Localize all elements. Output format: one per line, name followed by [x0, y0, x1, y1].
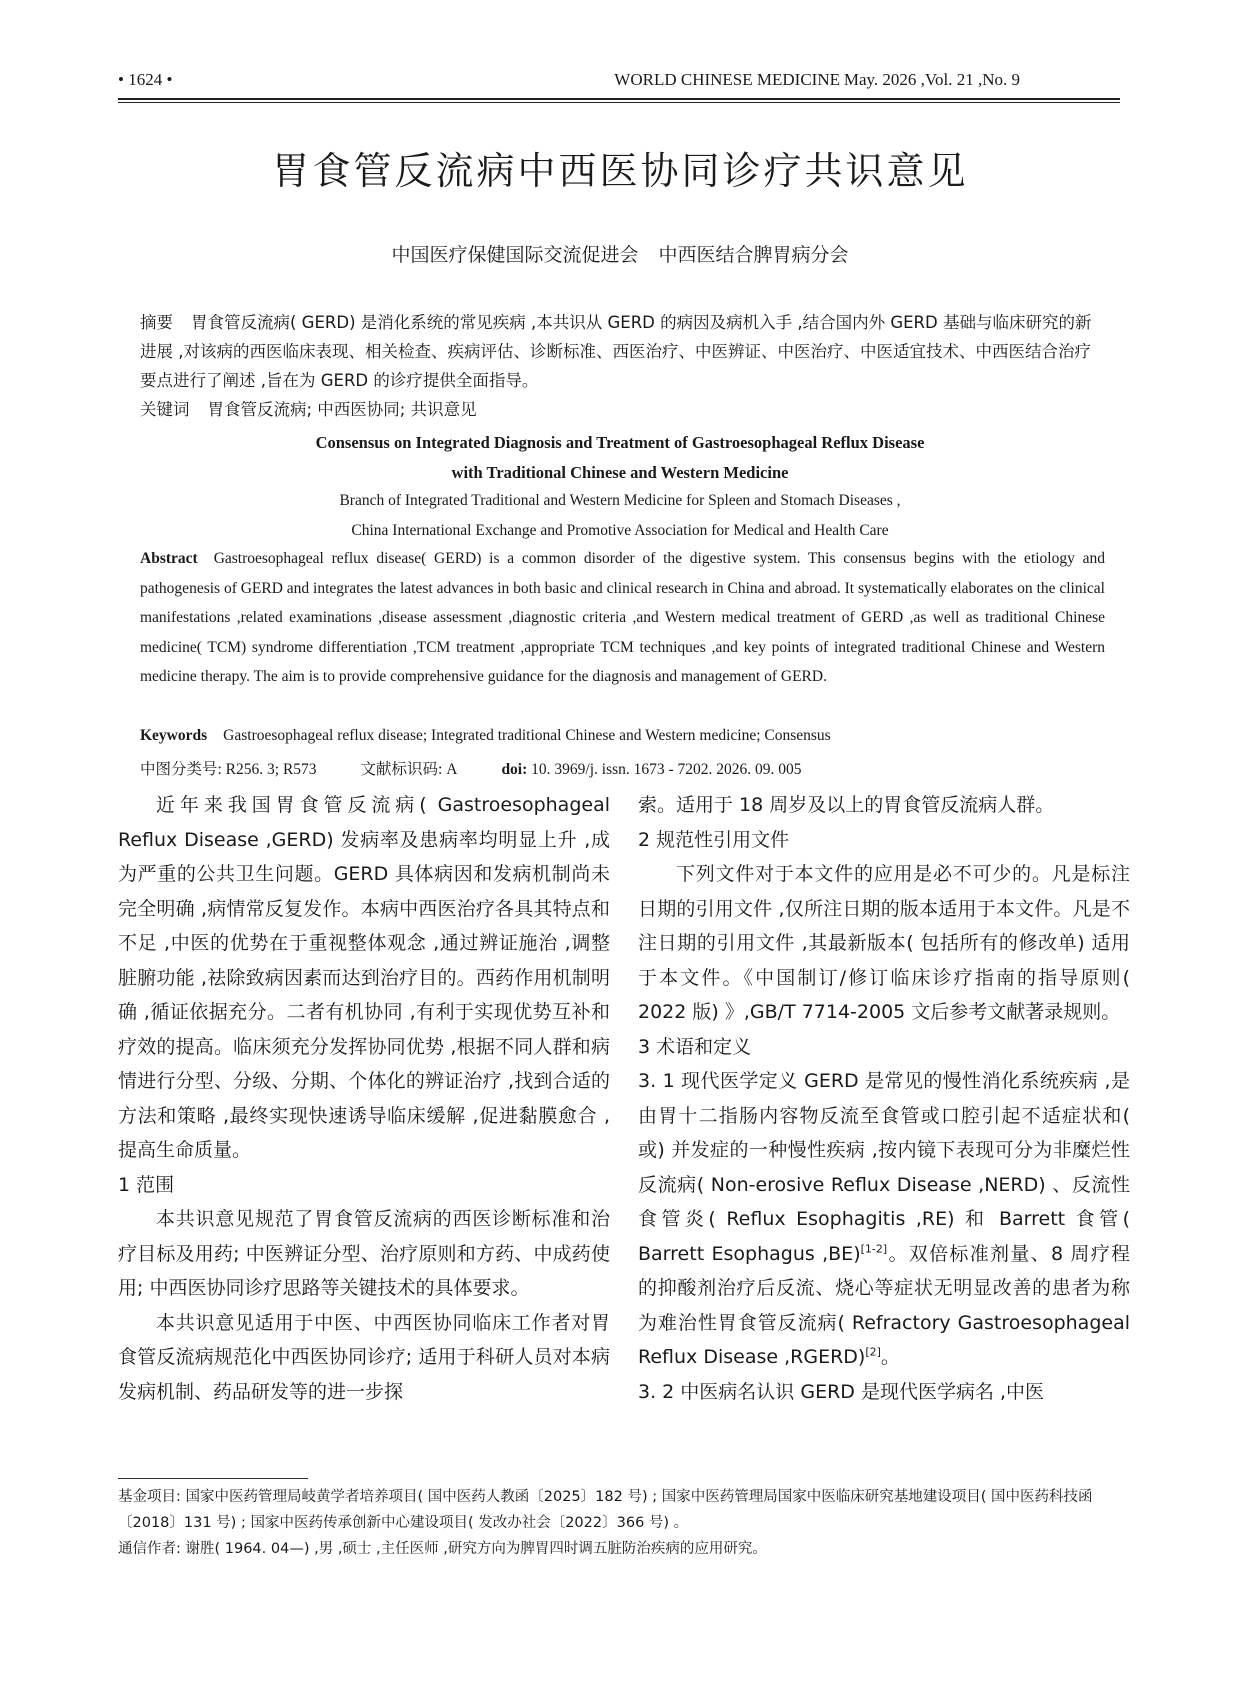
author-affiliation: 中国医疗保健国际交流促进会 中西医结合脾胃病分会 — [391, 244, 849, 266]
section-3-1-text-c: 。 — [880, 1346, 900, 1368]
chinese-keywords — [140, 396, 1105, 420]
english-keywords-text: Gastroesophageal reflux disease; Integrated traditional Chinese and Western medicine; Consensus — [223, 727, 831, 744]
doi-value: 10. 3969/j. issn. 1673 - 7202. 2026. 09. 005 — [531, 761, 802, 778]
section-3-1-text-b: 。双倍标准剂量、8 周疗程的抑酸剂治疗后反流、烧心等症状无明显改善的患者为称为难治性胃食管反流病( Refractory Gastroesophageal Reflux Disease ,RGERD) — [638, 1242, 1130, 1368]
running-header — [118, 70, 1120, 96]
clc-number: 中图分类号: R256. 3; R573 — [140, 761, 317, 778]
section-1-paragraph-2: 本共识意见适用于中医、中西医协同临床工作者对胃食管反流病规范化中西医协同诊疗; 适用于科研人员对本病发病机制、药品研发等的进一步探 — [118, 1311, 610, 1403]
journal-name: WORLD CHINESE MEDICINE — [614, 70, 840, 89]
english-affiliation — [0, 486, 1240, 546]
section-1-heading: 1 范围 — [118, 1173, 175, 1196]
section-3-2-label: 3. 2 中医病名认识 — [638, 1380, 795, 1403]
corresponding-author-note: 通信作者: 谢胜( 1964. 04—) ,男 ,硕士 ,主任医师 ,研究方向为脾胃四时调五脏防治疾病的应用研究。 — [118, 1541, 767, 1557]
section-3-heading: 3 术语和定义 — [638, 1035, 752, 1058]
footnotes — [118, 1484, 1118, 1562]
article-title: 胃食管反流病中西医协同诊疗共识意见 — [271, 149, 969, 193]
body-column-left — [118, 788, 610, 1409]
english-affiliation-line1: Branch of Integrated Traditional and Western Medicine for Spleen and Stomach Diseases , — [339, 492, 901, 509]
section-3-2-text: GERD 是现代医学病名 ,中医 — [800, 1380, 1045, 1403]
section-3-1-label: 3. 1 现代医学定义 — [638, 1070, 798, 1092]
english-title-line2: with Traditional Chinese and Western Medicine — [451, 463, 789, 482]
classification-line — [140, 757, 1105, 779]
chinese-keywords-text: 胃食管反流病; 中西医协同; 共识意见 — [207, 400, 477, 419]
chinese-keywords-label: 关键词 — [140, 400, 190, 419]
english-title-line1: Consensus on Integrated Diagnosis and Treatment of Gastroesophageal Reflux Disease — [315, 433, 925, 452]
funding-note: 基金项目: 国家中医药管理局岐黄学者培养项目( 国中医药人教函〔2025〕182 号) ; 国家中医药管理局国家中医临床研究基地建设项目( 国中医药科技函〔2018〕131 号) ; 国家中医药传承创新中心建设项目( 发改办社会〔2022〕366 号) 。 — [118, 1489, 1093, 1531]
english-title — [0, 428, 1240, 488]
section-3-2-paragraph — [638, 1375, 1130, 1410]
document-code: 文献标识码: A — [360, 761, 458, 778]
intro-paragraph: 近年来我国胃食管反流病( Gastroesophageal Reflux Disease ,GERD) 发病率及患病率均明显上升 ,成为严重的公共卫生问题。GERD 具体病因和发病机制尚未完全明确 ,病情常反复发作。本病中西医治疗各具其特点和不足 ,中医的优势在于重视整体观念 ,通过辨证施治 ,调整脏腑功能 ,祛除致病因素而达到治疗目的。西药作用机制明确 ,循证依据充分。二者有机协同 ,有利于实现优势互补和疗效的提高。临床须充分发挥协同优势 ,根据不同人群和病情进行分型、分级、分期、个体化的辨证治疗 ,找到合适的方法和策略 ,最终实现快速诱导临床缓解 ,促进黏膜愈合 ,提高生命质量。 — [118, 794, 610, 1161]
section-2-heading: 2 规范性引用文件 — [638, 828, 790, 851]
chinese-abstract — [140, 308, 1105, 395]
english-keywords-label: Keywords — [140, 727, 208, 744]
citation-ref: [1-2] — [860, 1242, 888, 1256]
header-rule-thin — [118, 102, 1120, 103]
english-abstract-label: Abstract — [140, 550, 198, 567]
body-column-right — [638, 788, 1130, 1409]
english-abstract — [140, 544, 1105, 692]
issue-info: May. 2026 ,Vol. 21 ,No. 9 — [843, 70, 1020, 89]
citation-ref: [2] — [865, 1345, 881, 1359]
page-number: • 1624 • — [118, 70, 173, 89]
chinese-abstract-text: 胃食管反流病( GERD) 是消化系统的常见疾病 ,本共识从 GERD 的病因及病机入手 ,结合国内外 GERD 基础与临床研究的新进展 ,对该病的西医临床表现、相关检查、疾病评估、诊断标准、西医治疗、中医辨证、中医治疗、中医适宜技术、中西医结合治疗要点进行了阐述 ,旨在为 GERD 的诊疗提供全面指导。 — [140, 313, 1092, 390]
english-abstract-text: Gastroesophageal reflux disease( GERD) is a common disorder of the digestive system. This consensus begins with the etiology and pathogenesis of GERD and integrates the latest advances in both basic and clinical research in China and abroad. It systematically elaborates on the clinical manifestations ,related examinations ,disease assessment ,diagnostic criteria ,and Western medical treatment of GERD ,as well as traditional Chinese medicine( TCM) syndrome differentiation ,TCM treatment ,appropriate TCM techniques ,and key points of integrated traditional Chinese and Western medicine therapy. The aim is to provide comprehensive guidance for the diagnosis and management of GERD. — [140, 550, 1105, 686]
section-3-1-paragraph — [638, 1064, 1130, 1375]
english-keywords — [140, 727, 1105, 745]
header-rule-thick — [118, 98, 1120, 100]
continued-paragraph: 索。适用于 18 周岁及以上的胃食管反流病人群。 — [638, 794, 1055, 816]
section-2-paragraph: 下列文件对于本文件的应用是必不可少的。凡是标注日期的引用文件 ,仅所注日期的版本适用于本文件。凡是不注日期的引用文件 ,其最新版本( 包括所有的修改单) 适用于本文件。《中国制订/修订临床诊疗指南的指导原则( 2022 版) 》,GB/T 7714-2005 文后参考文献著录规则。 — [638, 863, 1130, 1023]
footnote-rule — [118, 1478, 308, 1479]
section-1-paragraph-1: 本共识意见规范了胃食管反流病的西医诊断标准和治疗目标及用药; 中医辨证分型、治疗原则和方药、中成药使用; 中西医协同诊疗思路等关键技术的具体要求。 — [118, 1208, 610, 1299]
doi-label: doi: — [501, 761, 528, 778]
english-affiliation-line2: China International Exchange and Promotive Association for Medical and Health Care — [351, 522, 889, 539]
chinese-abstract-label: 摘要 — [140, 313, 173, 332]
section-3-1-text-a: GERD 是常见的慢性消化系统疾病 ,是由胃十二指肠内容物反流至食管或口腔引起不适症状和( 或) 并发症的一种慢性疾病 ,按内镜下表现可分为非糜烂性反流病( Non-erosive Reflux Disease ,NERD) 、反流性食管炎( Reflux Esophagitis ,RE) 和 Barrett 食管( Barrett Esophagus ,BE) — [638, 1070, 1131, 1265]
